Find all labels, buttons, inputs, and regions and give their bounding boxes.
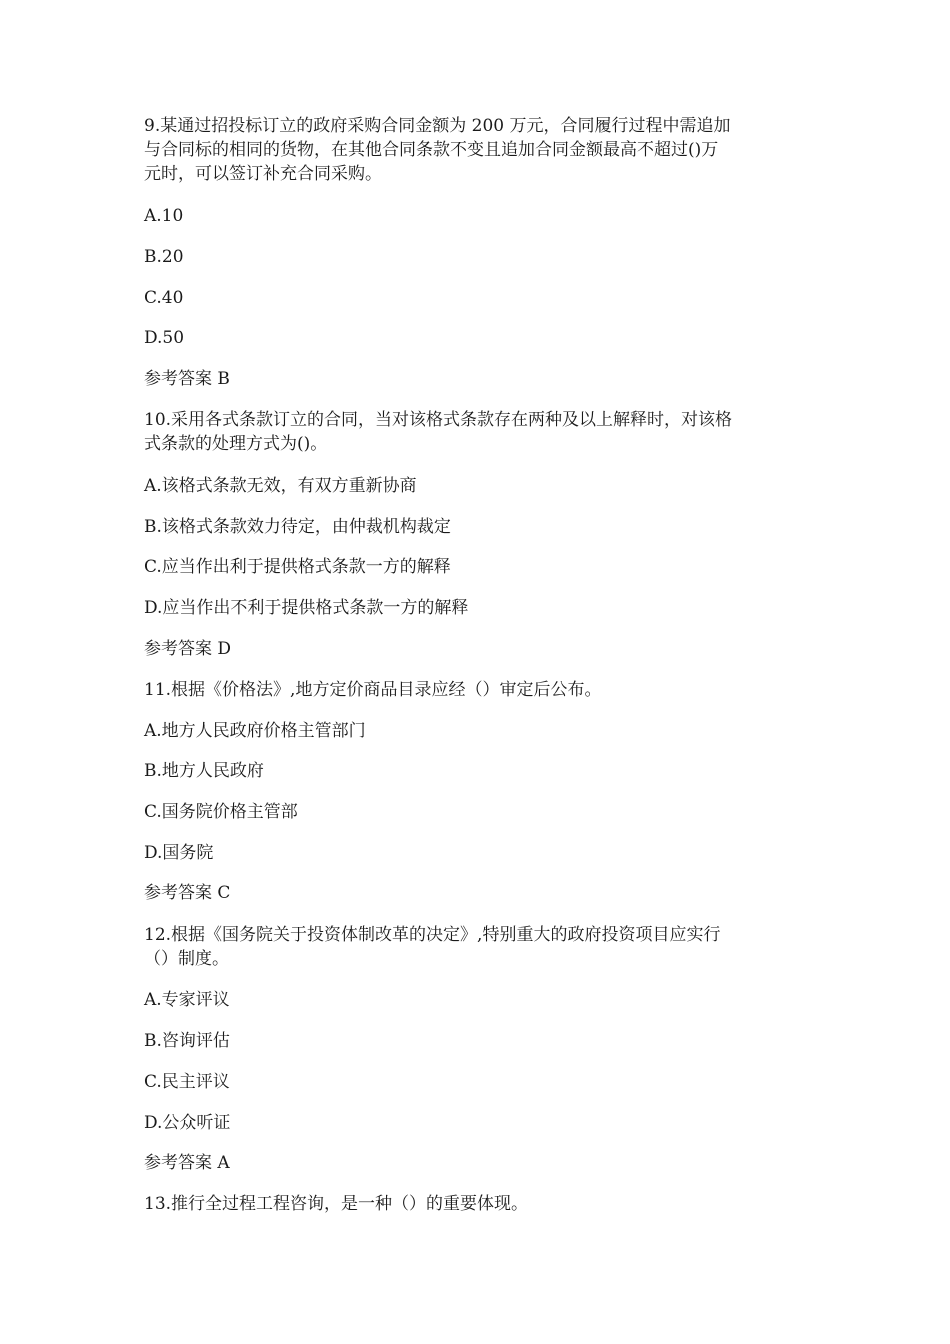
question-9-stem-line-1: 9.某通过招投标订立的政府采购合同金额为 200 万元，合同履行过程中需追加 <box>144 116 731 136</box>
question-9-option-b: B.20 <box>144 247 184 267</box>
question-9-option-c: C.40 <box>144 288 184 308</box>
question-10-stem-line-2: 式条款的处理方式为()。 <box>144 434 328 454</box>
question-10-stem-line-1: 10.采用各式条款订立的合同，当对该格式条款存在两种及以上解释时，对该格 <box>144 410 733 430</box>
question-9-option-d: D.50 <box>144 328 185 348</box>
question-11-option-b: B.地方人民政府 <box>144 761 264 781</box>
question-9-stem-line-3: 元时，可以签订补充合同采购。 <box>144 164 382 184</box>
question-12-answer: 参考答案 A <box>144 1153 230 1173</box>
question-10-option-a: A.该格式条款无效，有双方重新协商 <box>144 476 417 496</box>
question-9-stem-line-2: 与合同标的相同的货物，在其他合同条款不变且追加合同金额最高不超过()万 <box>144 140 719 160</box>
question-10-option-d: D.应当作出不利于提供格式条款一方的解释 <box>144 598 469 618</box>
question-11-option-d: D.国务院 <box>144 843 214 863</box>
question-12-option-b: B.咨询评估 <box>144 1031 230 1051</box>
question-12-stem-line-1: 12.根据《国务院关于投资体制改革的决定》,特别重大的政府投资项目应实行 <box>144 925 721 945</box>
question-13-stem-line-1: 13.推行全过程工程咨询，是一种（）的重要体现。 <box>144 1194 529 1214</box>
question-12-stem-line-2: （）制度。 <box>144 949 229 969</box>
question-9-answer: 参考答案 B <box>144 369 230 389</box>
question-12-option-c: C.民主评议 <box>144 1072 230 1092</box>
question-10-option-b: B.该格式条款效力待定，由仲裁机构裁定 <box>144 517 451 537</box>
question-12-option-a: A.专家评议 <box>144 990 230 1010</box>
question-11-answer: 参考答案 C <box>144 883 231 903</box>
question-10-option-c: C.应当作出利于提供格式条款一方的解释 <box>144 557 451 577</box>
question-9-option-a: A.10 <box>144 206 184 226</box>
question-11-option-c: C.国务院价格主管部 <box>144 802 298 822</box>
question-12-option-d: D.公众听证 <box>144 1113 231 1133</box>
question-10-answer: 参考答案 D <box>144 639 232 659</box>
question-11-stem-line-1: 11.根据《价格法》,地方定价商品目录应经（）审定后公布。 <box>144 680 602 700</box>
question-11-option-a: A.地方人民政府价格主管部门 <box>144 721 366 741</box>
